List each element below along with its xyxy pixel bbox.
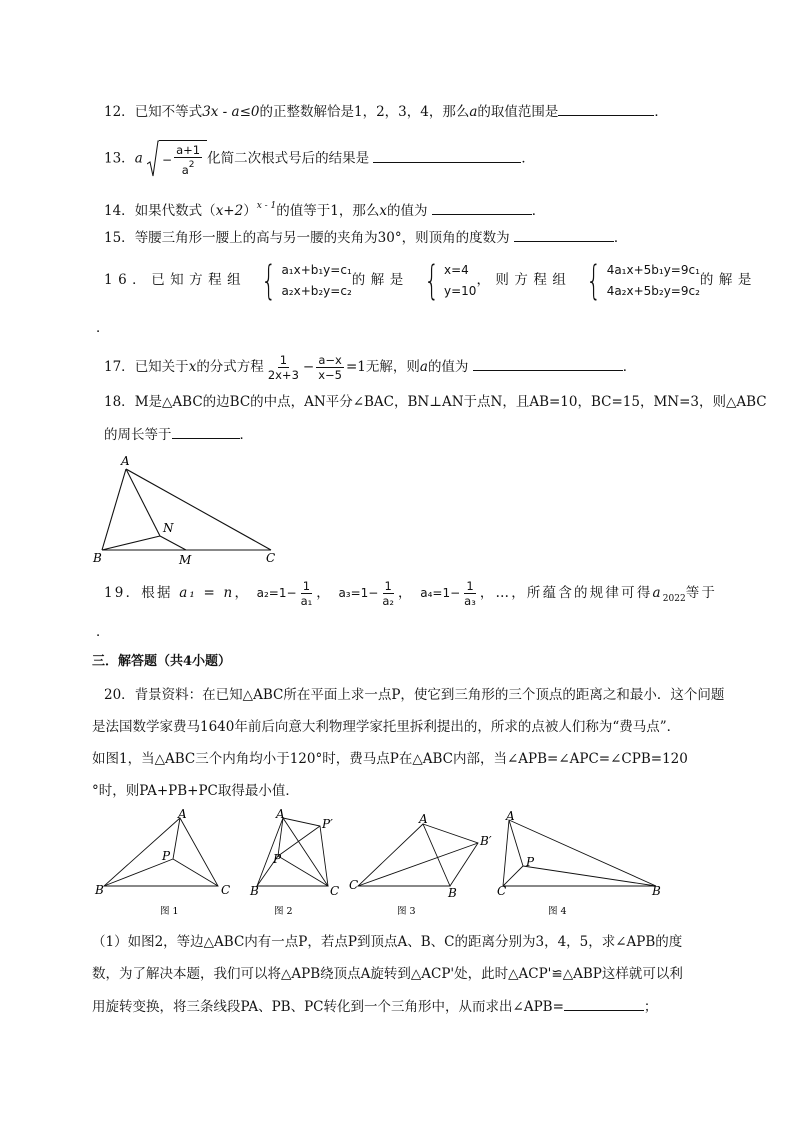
edge-ab [102, 469, 126, 550]
question-15: 15．等腰三角形一腰上的高与另一腰的夹角为30°，则顶角的度数为 ． [104, 227, 627, 248]
fig4-label-p: P [526, 855, 535, 869]
answer-blank[interactable] [432, 200, 532, 215]
fermat-figures [90, 808, 710, 920]
answer-blank[interactable] [558, 101, 654, 116]
label-c: C [266, 551, 276, 565]
fig1-label-p: P [162, 849, 171, 863]
question-13: 13．a − $\frac{a+1}{a^2}$ 化简二次根式号后的结果是 ． [104, 140, 535, 178]
fig4-pc [503, 866, 523, 886]
question-16: 16．已知方程组 { a₁x+b₁y=c₁ a₂x+b₂y=c₂ 的解是 { x=4 y=10 ，则方程组 { 4a₁x+5b₁y=9c₁ 4a₂x+5b₂y=9c₂ 的解是 [104, 257, 757, 304]
fig4-pb [523, 866, 656, 886]
edge-ac [126, 469, 271, 550]
fig3-label-b: B [448, 886, 457, 900]
question-20-part1-l2: 数，为了解决本题，我们可以将△APB绕顶点A旋转到△ACP'处，此时△ACP'≌△ABP这样就可以利 [92, 966, 683, 982]
fig3-cbp [358, 843, 478, 886]
question-18-line2: 的周长等于 ． [104, 424, 253, 445]
question-20-part1-l1: （1）如图2，等边△ABC内有一点P，若点P到顶点A、B、C的距离分别为3，4，5，求∠APB的度 [92, 934, 683, 950]
answer-dot: ． [96, 320, 110, 336]
label-b: B [93, 551, 102, 565]
fig4-label-a: A [506, 809, 515, 823]
equation-system-2: { 4a₁x+5b₁y=9c₁ 4a₂x+5b₂y=9c₂ [586, 257, 700, 304]
answer-blank[interactable] [473, 356, 623, 371]
equation-system-1: { a₁x+b₁y=c₁ a₂x+b₂y=c₂ [261, 257, 352, 304]
segment-nm [160, 536, 186, 550]
fig4-label-c: C [497, 884, 507, 898]
question-17: 17．已知关于x的分式方程 $\frac{1}{2x+3}$ − $\frac{a-x}{x-5}$ =1无解，则a的值为 ． [104, 353, 637, 382]
answer-dot: ． [96, 624, 110, 640]
fig1-pc [173, 859, 218, 886]
answer-blank[interactable] [564, 996, 644, 1011]
question-20-l1: 20．背景资料：在已知△ABC所在平面上求一点P，使它到三角形的三个顶点的距离之和最小．这个问题 [104, 687, 725, 703]
question-12: 12．已知不等式3x - a≤0的正整数解恰是1，2，3，4，那么a的取值范围是 ． [104, 101, 668, 122]
fig1-pa [173, 818, 180, 859]
fig1-label-a: A [178, 808, 187, 821]
question-14: 14．如果代数式$(x+2)^{x - 1}$的值等于1，那么x的值为 ． [104, 201, 546, 219]
question-20-l2: 是法国数学家费马1640年前后向意大利物理学家托里拆利提出的，所求的点被人们称为“费马点”． [92, 719, 681, 735]
fig1-label-b: B [95, 883, 104, 897]
fig2-label-c: C [330, 884, 340, 898]
fig3-triangle [358, 824, 450, 886]
question-20-part1-l3: 用旋转变换，将三条线段PA、PB、PC转化到一个三角形中，从而求出∠APB= ； [92, 996, 657, 1017]
fig4-pa [509, 820, 523, 866]
fig1-label-c: C [221, 883, 231, 897]
fig1-pb [104, 859, 173, 886]
question-20-l4: °时，则PA+PB+PC取得最小值． [92, 783, 299, 799]
fig2-pc [278, 856, 328, 886]
segment-bn [102, 536, 160, 550]
fig3-label-a: A [419, 812, 428, 826]
label-a: A [121, 454, 130, 468]
caption-fig3: 图 3 [397, 906, 416, 917]
fig3-label-bprime: B′ [480, 834, 492, 848]
answer-blank[interactable] [373, 148, 521, 163]
answer-blank[interactable] [172, 424, 240, 439]
label-m: M [179, 553, 192, 567]
triangle-abc-figure [90, 452, 300, 572]
fig2-label-pprime: P′ [322, 817, 333, 831]
fig3-label-c: C [349, 878, 359, 892]
section-heading: 三．解答题（共4小题） [92, 654, 232, 669]
caption-fig2: 图 2 [274, 906, 293, 917]
sqrt-expression: − $\frac{a+1}{a^2}$ [147, 140, 207, 178]
answer-blank[interactable] [514, 227, 614, 242]
fig2-ppp [278, 826, 320, 856]
solution-system: { x=4 y=10 [423, 257, 477, 304]
caption-fig4: 图 4 [548, 906, 567, 917]
label-n: N [163, 521, 174, 535]
caption-fig1: 图 1 [160, 906, 179, 917]
fig2-label-p: P [273, 852, 282, 866]
fig3-rotated [423, 824, 478, 886]
fig2-label-a: A [276, 808, 285, 821]
fig2-label-b: B [250, 884, 259, 898]
fig4-triangle [503, 820, 656, 886]
question-20-l3: 如图1，当△ABC三个内角均小于120°时，费马点P在△ABC内部，当∠APB=∠APC=∠CPB=120 [92, 751, 688, 767]
question-18: 18．M是△ABC的边BC的中点，AN平分∠BAC，BN⊥AN于点N，且AB=10，BC=15，MN=3，则△ABC [104, 394, 767, 410]
question-19: 19．根据 a₁ = n， a₂=1− $\frac{1}{\text{a₁}}$ ， a₃=1− $\frac{1}{\text{a₂}}$ ， a₄=1− $\frac{1}{\text{a₃}}$ ，…，所蕴含的规律可得$a_{2022}$等于 [104, 579, 718, 608]
fig4-label-b: B [652, 884, 661, 898]
